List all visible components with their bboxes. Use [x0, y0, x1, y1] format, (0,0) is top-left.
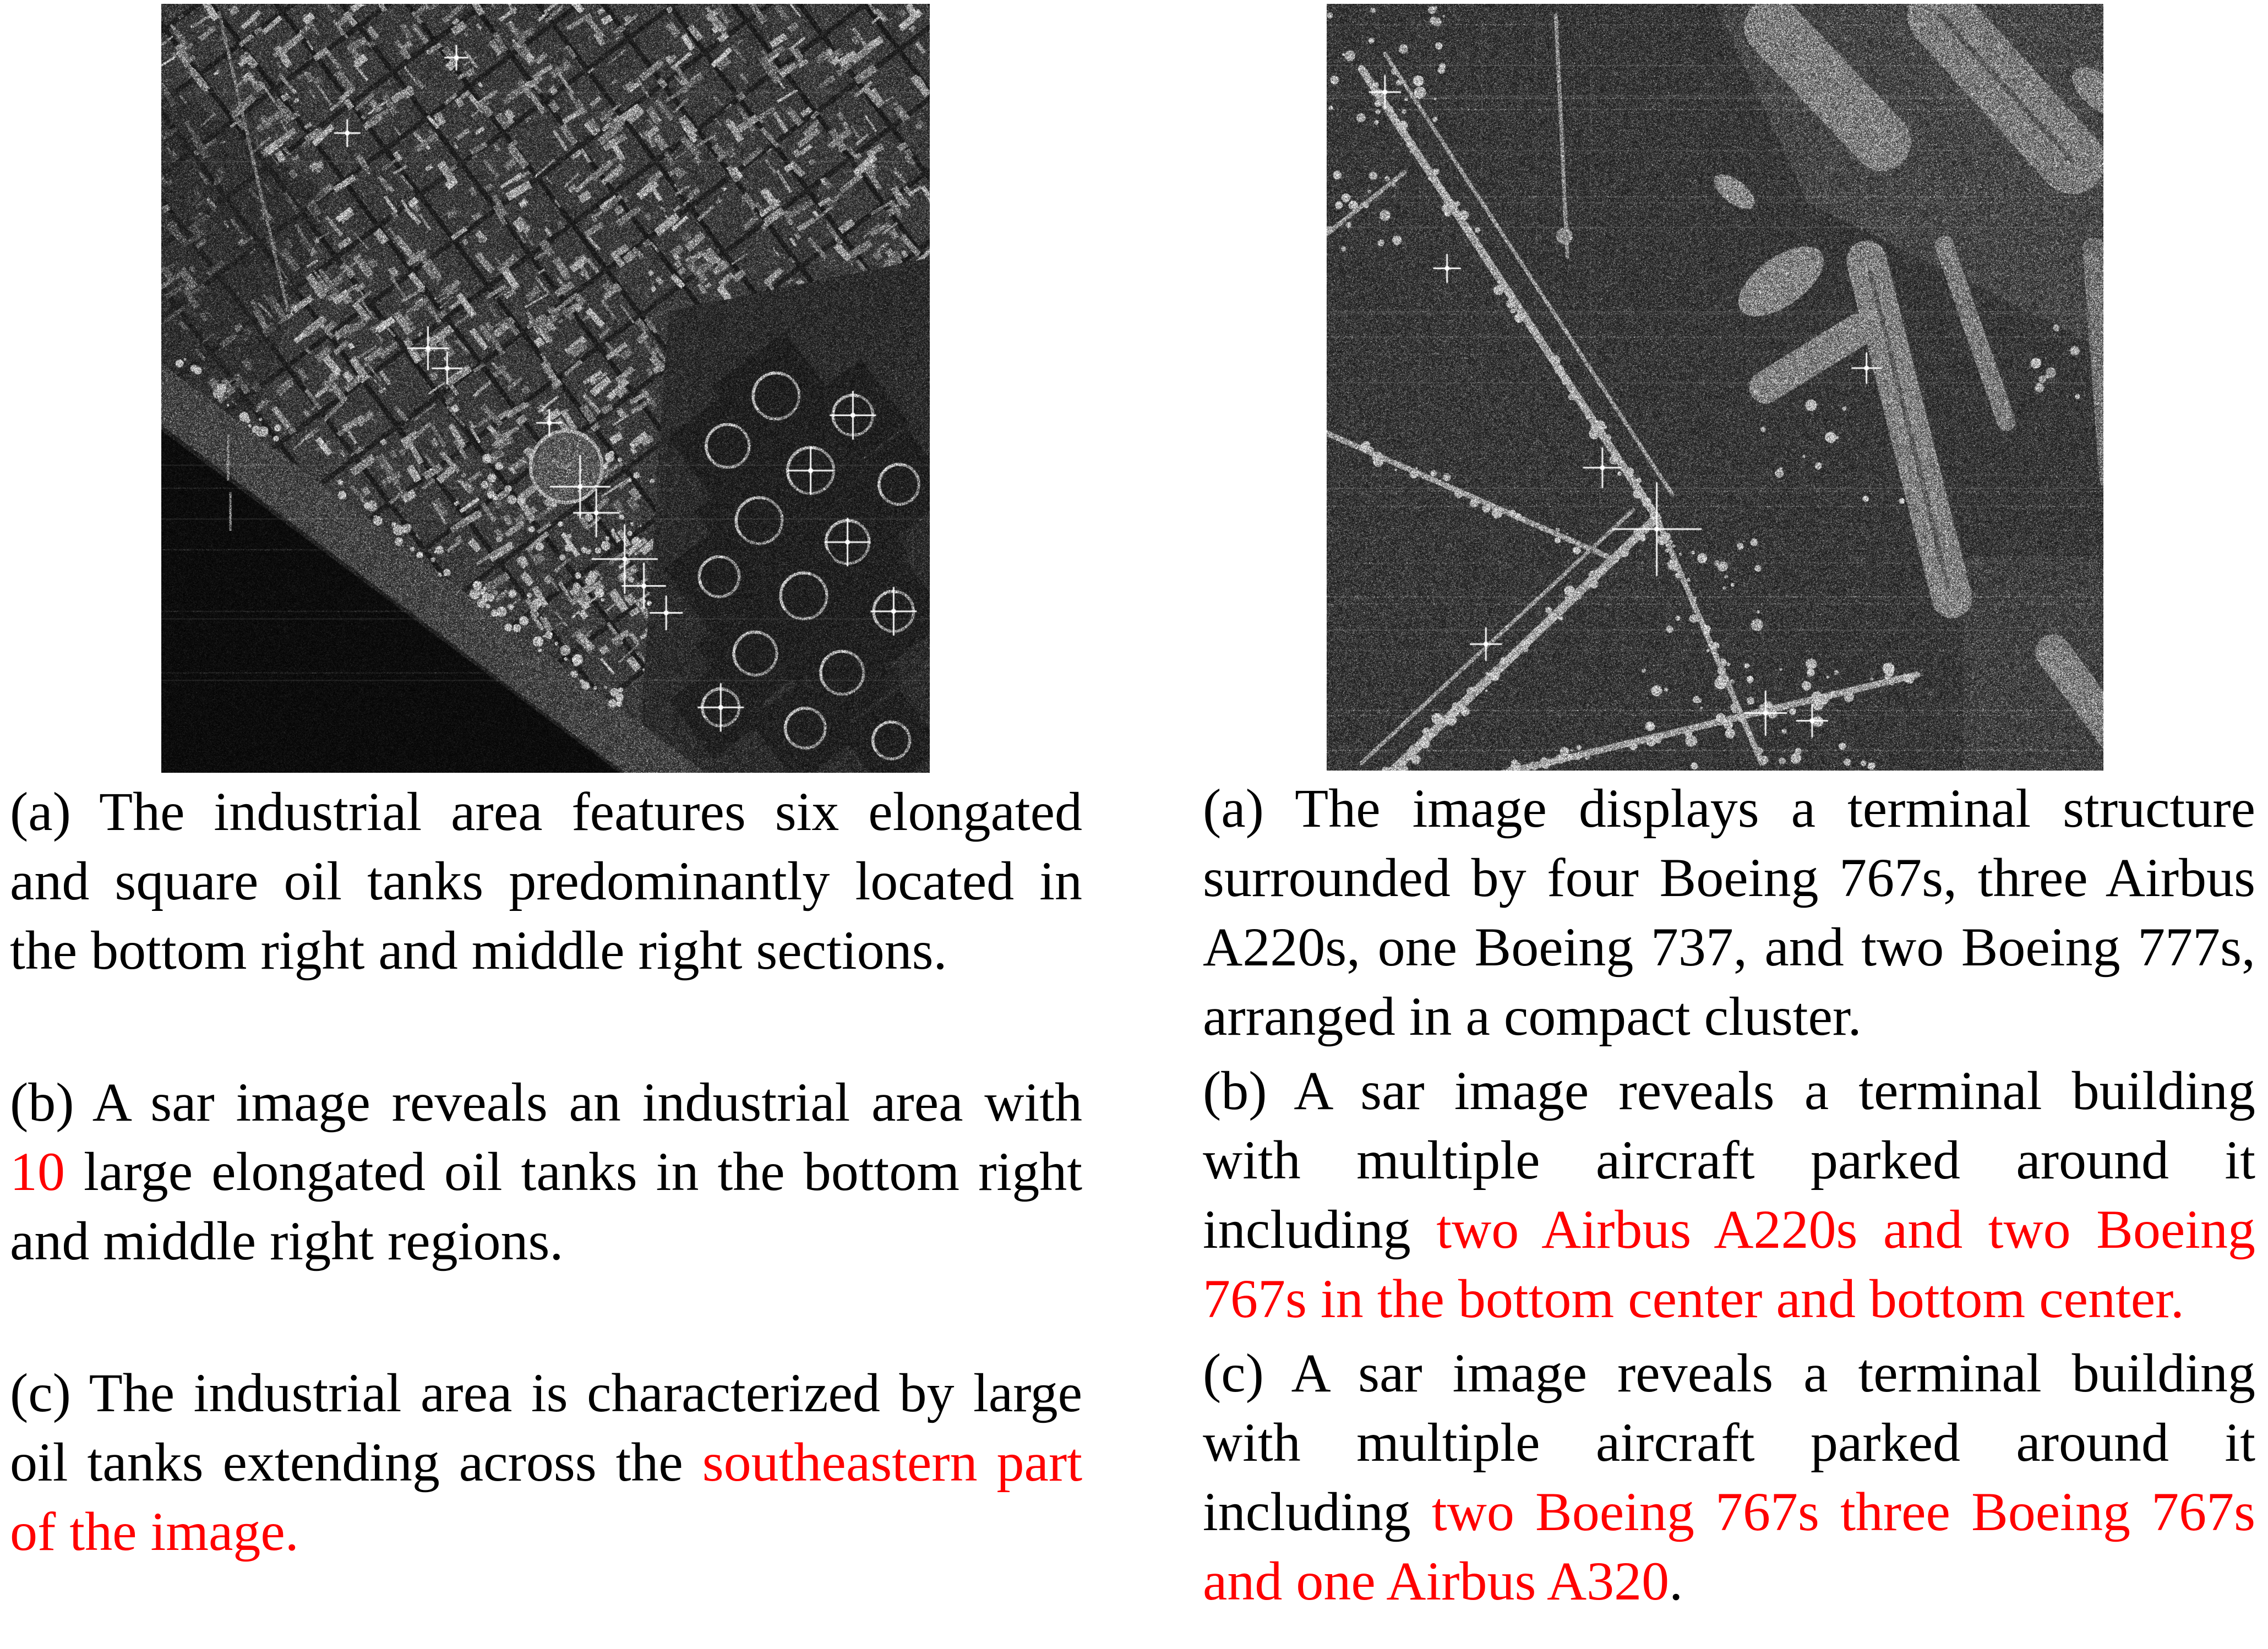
caption-text-segment: 10 [10, 1141, 65, 1202]
sar-image-airport-terminal [1327, 4, 2103, 771]
caption-line [1203, 1126, 2255, 1195]
caption-text-segment: surrounded by four Boeing 767s, three Airbus [1203, 847, 2255, 908]
caption-line [1203, 774, 2255, 843]
caption-line [1203, 913, 2255, 982]
caption-text-segment: (b) A sar image reveals an industrial area with [10, 1072, 1082, 1133]
caption-line [1203, 1264, 2255, 1334]
caption-line [10, 847, 1082, 916]
caption-line [10, 777, 1082, 847]
caption-text-segment: and one Airbus A320 [1203, 1550, 1670, 1612]
captions-industrial-area [10, 777, 1082, 1649]
caption-line [10, 1068, 1082, 1137]
caption-text-segment: the bottom right and middle right sections. [10, 920, 947, 981]
panel-airport-terminal [1203, 0, 2255, 1615]
caption-text-segment: including [1203, 1481, 1432, 1542]
caption-line [1203, 843, 2255, 913]
caption-text-segment: (c) The industrial area is characterized by large [10, 1362, 1082, 1423]
caption-line [1203, 1477, 2255, 1547]
caption-text-segment: 767s in the bottom center and bottom center. [1203, 1268, 2184, 1329]
caption-text-segment: A220s, one Boeing 737, and two Boeing 777s, [1203, 916, 2255, 978]
caption-text-segment: large elongated oil tanks in the bottom right [65, 1141, 1082, 1202]
caption-text-segment: including [1203, 1199, 1437, 1260]
caption-text-segment: . [1669, 1550, 1683, 1612]
captions-airport-terminal [1203, 774, 2255, 1621]
caption-text-segment: and square oil tanks predominantly located in [10, 850, 1082, 911]
caption-text-segment: (a) The image displays a terminal structure [1203, 778, 2255, 839]
sar-image-industrial-area [161, 4, 930, 773]
caption-text-segment: with multiple aircraft parked around it [1203, 1129, 2255, 1191]
caption-paragraph [10, 1068, 1082, 1276]
caption-line [1203, 982, 2255, 1051]
caption-text-segment: two Airbus A220s and two Boeing [1436, 1199, 2255, 1260]
caption-line [1203, 1195, 2255, 1264]
caption-text-segment: two Boeing 767s three Boeing 767s [1431, 1481, 2255, 1542]
caption-paragraph [1203, 1339, 2255, 1616]
caption-paragraph [1203, 1056, 2255, 1334]
caption-text-segment: (c) A sar image reveals a terminal building [1203, 1342, 2255, 1404]
caption-text-segment: arranged in a compact cluster. [1203, 986, 1862, 1047]
caption-text-segment: oil tanks extending across the [10, 1432, 702, 1493]
caption-line [10, 1358, 1082, 1428]
caption-line [10, 1137, 1082, 1206]
caption-text-segment: and middle right regions. [10, 1210, 564, 1271]
caption-line [1203, 1547, 2255, 1616]
caption-paragraph [10, 777, 1082, 985]
panel-industrial-area [10, 0, 1082, 1615]
caption-text-segment: (b) A sar image reveals a terminal building [1203, 1060, 2255, 1121]
caption-paragraph [1203, 774, 2255, 1051]
caption-line [1203, 1408, 2255, 1477]
caption-text-segment: southeastern part [702, 1432, 1082, 1493]
caption-line [10, 1428, 1082, 1497]
caption-line [1203, 1339, 2255, 1408]
caption-text-segment: of the image. [10, 1501, 299, 1562]
caption-line [10, 1206, 1082, 1276]
caption-line [10, 916, 1082, 985]
caption-text-segment: with multiple aircraft parked around it [1203, 1412, 2255, 1473]
caption-line [1203, 1056, 2255, 1126]
caption-line [10, 1497, 1082, 1566]
caption-paragraph [10, 1358, 1082, 1566]
caption-text-segment: (a) The industrial area features six elongated [10, 781, 1082, 842]
